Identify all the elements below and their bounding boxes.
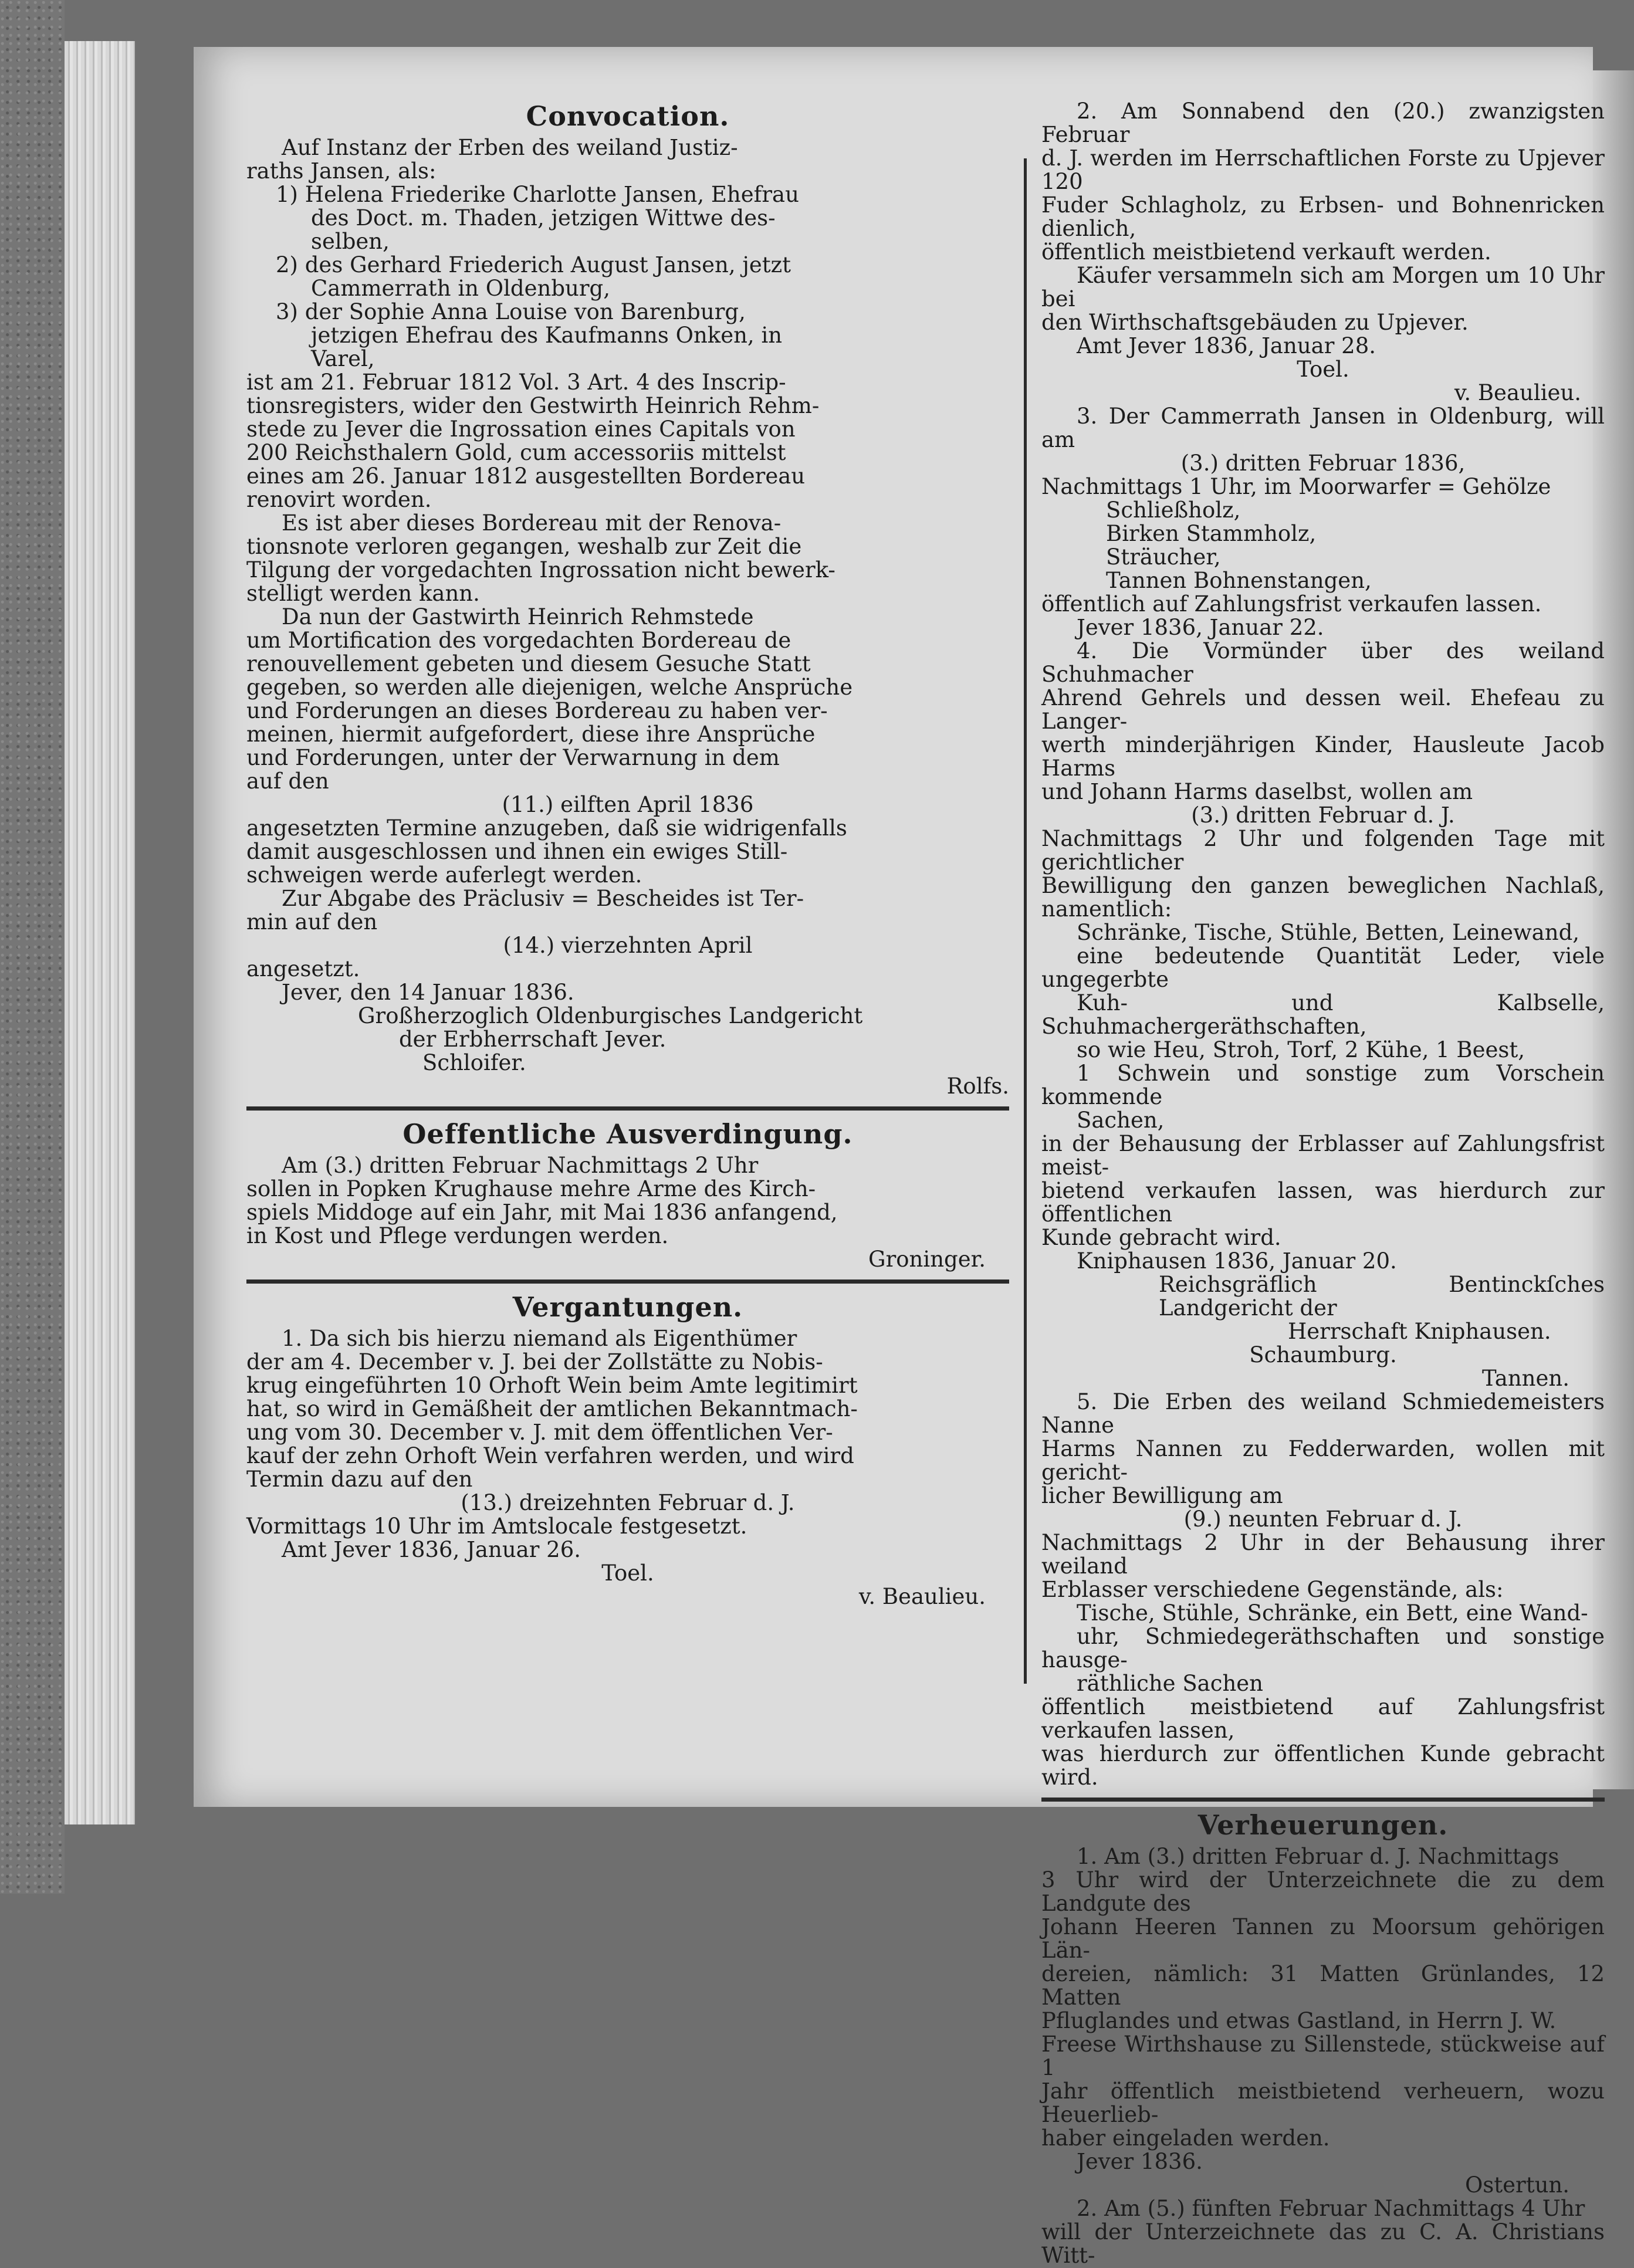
place-date-line: Kniphausen 1836, Januar 20. (1077, 1248, 1397, 1274)
text-line: Käufer versammeln sich am Morgen um 10 Uhr bei (1041, 263, 1605, 312)
text-line: meinen, hiermit aufgefordert, diese ihre Ansprüche (246, 722, 816, 747)
section-rule (1041, 1798, 1605, 1802)
date-line: (11.) eilften April 1836 (502, 792, 754, 817)
text-line: min auf den (246, 909, 378, 935)
text-line: Nachmittags 2 Uhr in der Behausung ihrer weiland (1041, 1530, 1605, 1579)
text-line: Am (3.) dritten Februar Nachmittags 2 Uhr (282, 1153, 759, 1178)
text-line: 4. Die Vormünder über des weiland Schuhmacher (1041, 638, 1605, 687)
text-line: 2. Am Sonnabend den (20.) zwanzigsten Februar (1041, 99, 1605, 147)
item-line: eine bedeutende Quantität Leder, viele ungegerbte (1041, 943, 1605, 992)
signature: Ostertun. (1464, 2172, 1569, 2198)
text-line: 3) der Sophie Anna Louise von Barenburg, (276, 299, 746, 324)
convocation-heading: Convocation. (526, 100, 730, 132)
text-line: Tilgung der vorgedachten Ingrossation nicht bewerk- (246, 557, 835, 583)
text-line: Fuder Schlagholz, zu Erbsen- und Bohnenricken dienlich, (1041, 192, 1605, 241)
text-line: Vormittags 10 Uhr im Amtslocale festgesetzt. (246, 1514, 747, 1539)
text-line: renouvellement gebeten und diesem Gesuche Statt (246, 651, 811, 676)
text-line: Nachmittags 1 Uhr, im Moorwarfer = Gehölze (1041, 474, 1551, 499)
place-date-line: Jever 1836. (1077, 2149, 1203, 2174)
text-line: schweigen werde auferlegt werden. (246, 862, 642, 888)
text-line: öffentlich meistbietend verkauft werden. (1041, 239, 1491, 265)
date-line: (3.) dritten Februar 1836, (1180, 451, 1466, 476)
text-line: Auf Instanz der Erben des weiland Justiz- (282, 135, 738, 160)
text-line: bietend verkaufen lassen, was hierdurch zur öffentlichen (1041, 1178, 1605, 1227)
book-page-edges (65, 41, 135, 1824)
item-line: räthliche Sachen (1077, 1671, 1264, 1696)
text-line: Jahr öffentlich meistbietend verheuern, wozu Heuerlieb- (1041, 2079, 1605, 2127)
signature: v. Beaulieu. (1454, 380, 1581, 405)
text-line: und Forderungen an dieses Bordereau zu haben ver- (246, 698, 828, 723)
text-line: ist am 21. Februar 1812 Vol. 3 Art. 4 des Inscrip- (246, 370, 786, 395)
text-line: in Kost und Pflege verdungen werden. (246, 1223, 669, 1248)
text-line: und Forderungen, unter der Verwarnung in dem (246, 745, 780, 770)
item-line: uhr, Schmiedegeräthschaften und sonstige hausge- (1041, 1624, 1605, 1673)
text-line: 2) des Gerhard Friederich August Jansen, jetzt (276, 252, 791, 277)
text-line: Bewilligung den ganzen beweglichen Nachlaß, namentlich: (1041, 873, 1605, 922)
date-line: (14.) vierzehnten April (503, 933, 753, 958)
signature: Toel. (601, 1560, 654, 1586)
text-line: werth minderjährigen Kinder, Hausleute Jacob Harms (1041, 732, 1605, 781)
item-line: Schränke, Tische, Stühle, Betten, Leinewand, (1077, 920, 1580, 945)
ausverdingung-heading: Oeffentliche Ausverdingung. (402, 1118, 853, 1150)
date-line: (3.) dritten Februar d. J. (1191, 803, 1455, 828)
text-line: tionsregisters, wider den Gestwirth Heinrich Rehm- (246, 393, 820, 418)
text-line: licher Bewilligung am (1041, 1483, 1283, 1508)
vergantungen-heading: Vergantungen. (512, 1291, 743, 1323)
issuer-line: der Erbherrschaft Jever. (399, 1027, 667, 1052)
text-line: 2. Am (5.) fünften Februar Nachmittags 4 Uhr (1077, 2196, 1585, 2221)
item-line: Kuh- und Kalbselle, Schuhmachergeräthschaften, (1041, 990, 1605, 1039)
vergantungen-continued (1041, 100, 1605, 1789)
text-line: Nachmittags 2 Uhr und folgenden Tage mit gerichtlicher (1041, 826, 1605, 875)
item-line: Sachen, (1077, 1108, 1165, 1133)
place-date-line: Amt Jever 1836, Januar 28. (1077, 333, 1376, 358)
text-line: Ahrend Gehrels und dessen weil. Ehefeau zu Langer- (1041, 685, 1605, 734)
text-line: Freese Wirthshause zu Sillenstede, stückweise auf 1 (1041, 2032, 1605, 2080)
item-line: Tannen Bohnenstangen, (1106, 568, 1372, 593)
text-line: Da nun der Gastwirth Heinrich Rehmstede (282, 604, 754, 629)
text-line: kauf der zehn Orhoft Wein verfahren werden, und wird (246, 1443, 854, 1468)
signature: Schaumburg. (1249, 1342, 1397, 1367)
text-line: was hierdurch zur öffentlichen Kunde gebracht wird. (1041, 1741, 1605, 1790)
text-line: angesetzt. (246, 956, 360, 981)
vergantungen-section (246, 1291, 1009, 1609)
text-line: 3 Uhr wird der Unterzeichnete die zu dem Landgute des (1041, 1867, 1605, 1916)
text-line: Es ist aber dieses Bordereau mit der Renova- (282, 510, 782, 536)
issuer-line: Herrschaft Kniphausen. (1288, 1319, 1551, 1344)
signature: Toel. (1297, 357, 1349, 382)
text-line: der am 4. December v. J. bei der Zollstätte zu Nobis- (246, 1349, 823, 1375)
column-divider (1024, 158, 1027, 1684)
place-date-line: Amt Jever 1836, Januar 26. (282, 1537, 581, 1562)
text-line: hat, so wird in Gemäßheit der amtlichen Bekanntmach- (246, 1396, 858, 1421)
ausverdingung-section (246, 1118, 1009, 1271)
convocation-section (246, 100, 1009, 1098)
issuer-line: Großherzoglich Oldenburgisches Landgericht (358, 1003, 863, 1028)
text-line: Harms Nannen zu Fedderwarden, wollen mit gericht- (1041, 1436, 1605, 1485)
text-line: stede zu Jever die Ingrossation eines Capitals von (246, 417, 796, 442)
text-line: Pfluglandes und etwas Gastland, in Herrn J. W. (1041, 2008, 1557, 2033)
text-line: den Wirthschaftsgebäuden zu Upjever. (1041, 310, 1469, 335)
date-line: (13.) dreizehnten Februar d. J. (461, 1490, 795, 1515)
text-line: 5. Die Erben des weiland Schmiedemeisters Nanne (1041, 1389, 1605, 1438)
text-line: Kunde gebracht wird. (1041, 1225, 1281, 1250)
text-line: d. J. werden im Herrschaftlichen Forste zu Upjever 120 (1041, 145, 1605, 194)
text-line: spiels Middoge auf ein Jahr, mit Mai 1836 anfangend, (246, 1200, 838, 1225)
place-date-line: Jever, den 14 Januar 1836. (282, 980, 574, 1005)
text-line: ung vom 30. December v. J. mit dem öffentlichen Ver- (246, 1420, 833, 1445)
item-line: so wie Heu, Stroh, Torf, 2 Kühe, 1 Beest, (1077, 1037, 1525, 1062)
text-line: 1. Da sich bis hierzu niemand als Eigenthümer (282, 1326, 797, 1351)
text-line: des Doct. m. Thaden, jetzigen Wittwe des- (311, 205, 776, 231)
text-line: öffentlich meistbietend auf Zahlungsfrist verkaufen lassen, (1041, 1694, 1605, 1743)
text-line: und Johann Harms daselbst, wollen am (1041, 779, 1473, 804)
text-line: Termin dazu auf den (246, 1467, 473, 1492)
text-line: gegeben, so werden alle diejenigen, welche Ansprüche (246, 675, 853, 700)
text-line: Johann Heeren Tannen zu Moorsum gehörigen Län- (1041, 1914, 1605, 1963)
text-line: krug eingeführten 10 Orhoft Wein beim Amte legitimirt (246, 1373, 858, 1398)
text-line: dereien, nämlich: 31 Matten Grünlandes, 12 Matten (1041, 1961, 1605, 2010)
section-rule (246, 1106, 1009, 1111)
right-column (1041, 99, 1605, 2268)
text-line: raths Jansen, als: (246, 158, 437, 184)
signature: Tannen. (1481, 1366, 1569, 1391)
issuer-line: Reichsgräflich Bentinckſches Landgericht der (1159, 1272, 1605, 1321)
text-line: angesetzten Termine anzugeben, daß sie widrigenfalls (246, 815, 847, 841)
place-date-line: Jever 1836, Januar 22. (1077, 615, 1324, 640)
text-line: um Mortification des vorgedachten Bordereau de (246, 628, 791, 653)
text-line: auf den (246, 769, 329, 794)
text-line: haber eingeladen werden. (1041, 2125, 1330, 2151)
text-line: Erblasser verschiedene Gegenstände, als: (1041, 1577, 1504, 1602)
item-line: 1 Schwein und sonstige zum Vorschein kommende (1041, 1061, 1605, 1109)
signature: Schloifer. (422, 1050, 526, 1075)
item-line: Sträucher, (1106, 544, 1221, 570)
text-line: tionsnote verloren gegangen, weshalb zur Zeit die (246, 534, 802, 559)
item-line: Schließholz, (1106, 497, 1241, 523)
item-line: Tische, Stühle, Schränke, ein Bett, eine Wand- (1077, 1600, 1588, 1626)
text-line: sollen in Popken Krughause mehre Arme des Kirch- (246, 1176, 816, 1201)
text-line: 3. Der Cammerrath Jansen in Oldenburg, will am (1041, 404, 1605, 452)
text-line: öffentlich auf Zahlungsfrist verkaufen lassen. (1041, 591, 1542, 617)
left-column (246, 100, 1009, 1695)
verheuerungen-section (1041, 1809, 1605, 2267)
text-line: 200 Reichsthalern Gold, cum accessoriis mittelst (246, 440, 786, 465)
date-line: (9.) neunten Februar d. J. (1183, 1507, 1463, 1532)
text-line: Cammerrath in Oldenburg, (311, 276, 610, 301)
item-line: Birken Stammholz, (1106, 521, 1317, 546)
signature: v. Beaulieu. (858, 1584, 986, 1609)
book-spine (0, 0, 65, 1894)
signature: Groninger. (868, 1247, 986, 1272)
signature: Rolfs. (946, 1074, 1009, 1099)
text-line: 1) Helena Friederike Charlotte Jansen, Ehefrau (276, 182, 799, 207)
text-line: Varel, (311, 346, 375, 371)
text-line: stelligt werden kann. (246, 581, 480, 606)
text-line: selben, (311, 229, 390, 254)
text-line: renovirt worden. (246, 487, 432, 512)
text-line: Zur Abgabe des Präclusiv = Bescheides ist Ter- (282, 886, 804, 911)
verheuerungen-heading: Verheuerungen. (1197, 1809, 1449, 1841)
text-line: in der Behausung der Erblasser auf Zahlungsfrist meist- (1041, 1131, 1605, 1180)
text-line: 1. Am (3.) dritten Februar d. J. Nachmittags (1077, 1844, 1559, 1869)
text-line: eines am 26. Januar 1812 ausgestellten Bordereau (246, 463, 806, 489)
text-line: jetzigen Ehefrau des Kaufmanns Onken, in (311, 323, 783, 348)
text-line: damit ausgeschlossen und ihnen ein ewiges Still- (246, 839, 788, 864)
text-line: will der Unterzeichnete das zu C. A. Christians Witt- (1041, 2219, 1605, 2268)
section-rule (246, 1279, 1009, 1284)
